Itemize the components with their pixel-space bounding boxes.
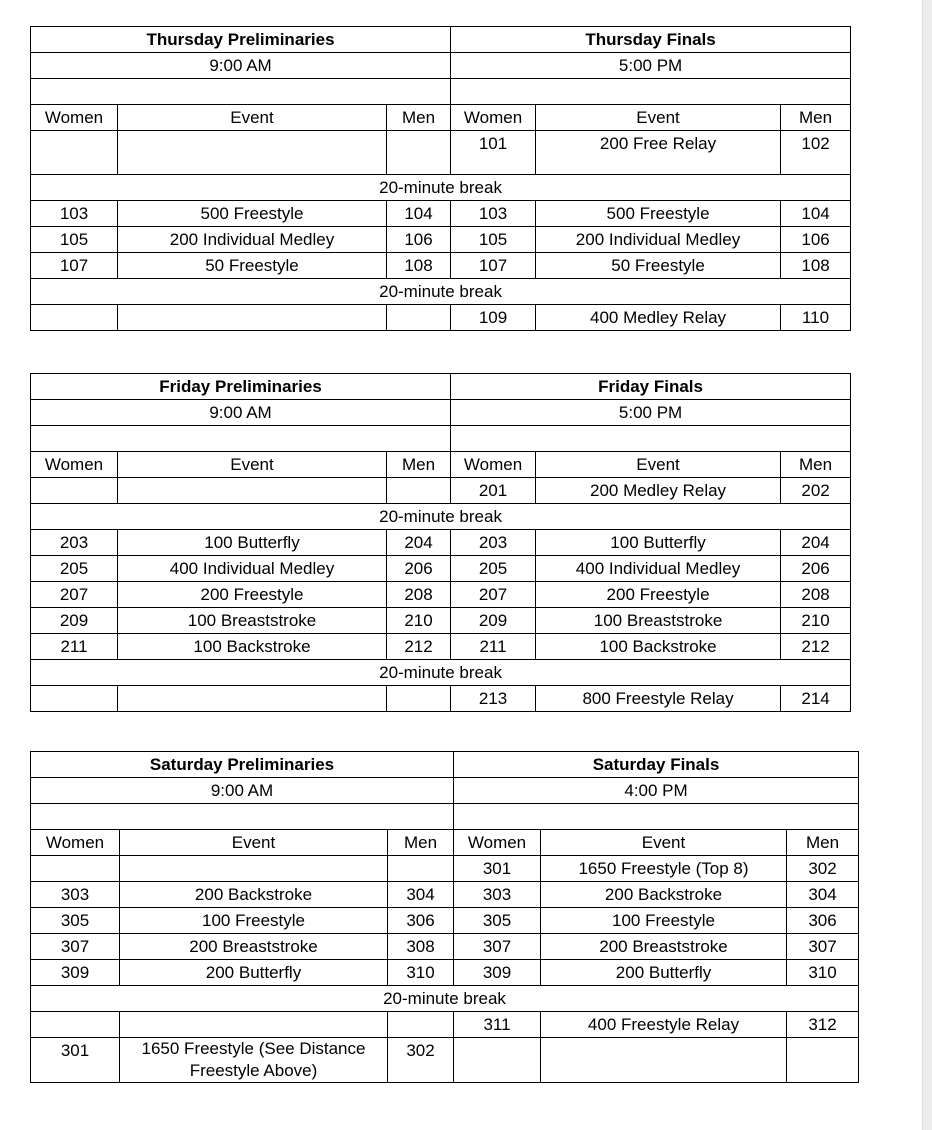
header-men: Men bbox=[388, 830, 454, 856]
prelims-event bbox=[118, 686, 387, 712]
prelims-men-number: 106 bbox=[387, 227, 451, 253]
table-row bbox=[31, 960, 859, 986]
prelims-title: Friday Preliminaries bbox=[31, 374, 451, 400]
prelims-men-number: 206 bbox=[387, 556, 451, 582]
scrollbar-track[interactable] bbox=[922, 0, 932, 1130]
break-label: 20-minute break bbox=[31, 660, 851, 686]
prelims-women-number bbox=[31, 305, 118, 331]
finals-men-number: 212 bbox=[781, 634, 851, 660]
finals-women-number: 103 bbox=[451, 201, 536, 227]
break-label: 20-minute break bbox=[31, 986, 859, 1012]
finals-event: 100 Backstroke bbox=[536, 634, 781, 660]
prelims-women-number: 211 bbox=[31, 634, 118, 660]
prelims-event: 200 Butterfly bbox=[120, 960, 388, 986]
finals-event: 1650 Freestyle (Top 8) bbox=[541, 856, 787, 882]
prelims-women-number: 309 bbox=[31, 960, 120, 986]
header-men: Men bbox=[387, 105, 451, 131]
prelims-men-number bbox=[387, 305, 451, 331]
spacer-cell bbox=[31, 79, 451, 105]
prelims-women-number: 305 bbox=[31, 908, 120, 934]
header-event: Event bbox=[541, 830, 787, 856]
prelims-event bbox=[118, 478, 387, 504]
finals-title: Friday Finals bbox=[451, 374, 851, 400]
table-row bbox=[31, 478, 851, 504]
finals-event bbox=[541, 1038, 787, 1083]
header-men: Men bbox=[781, 452, 851, 478]
finals-men-number: 214 bbox=[781, 686, 851, 712]
prelims-event: 1650 Freestyle (See Distance Freestyle Above) bbox=[120, 1038, 388, 1083]
finals-men-number: 204 bbox=[781, 530, 851, 556]
prelims-women-number: 205 bbox=[31, 556, 118, 582]
finals-women-number: 303 bbox=[454, 882, 541, 908]
table-row bbox=[31, 934, 859, 960]
header-event: Event bbox=[118, 105, 387, 131]
prelims-event: 100 Backstroke bbox=[118, 634, 387, 660]
finals-women-number: 107 bbox=[451, 253, 536, 279]
finals-men-number: 206 bbox=[781, 556, 851, 582]
table-row bbox=[31, 882, 859, 908]
finals-event: 400 Freestyle Relay bbox=[541, 1012, 787, 1038]
header-women: Women bbox=[454, 830, 541, 856]
finals-men-number: 307 bbox=[787, 934, 859, 960]
header-event: Event bbox=[120, 830, 388, 856]
finals-men-number: 312 bbox=[787, 1012, 859, 1038]
finals-event: 100 Freestyle bbox=[541, 908, 787, 934]
spacer-cell bbox=[31, 426, 451, 452]
prelims-men-number: 310 bbox=[388, 960, 454, 986]
table-row bbox=[31, 556, 851, 582]
saturday-schedule-table bbox=[30, 751, 859, 1083]
prelims-women-number: 209 bbox=[31, 608, 118, 634]
finals-time: 4:00 PM bbox=[454, 778, 859, 804]
prelims-men-number bbox=[387, 131, 451, 175]
finals-women-number: 203 bbox=[451, 530, 536, 556]
finals-event: 500 Freestyle bbox=[536, 201, 781, 227]
prelims-women-number bbox=[31, 131, 118, 175]
finals-event: 100 Breaststroke bbox=[536, 608, 781, 634]
finals-men-number: 304 bbox=[787, 882, 859, 908]
prelims-event: 100 Breaststroke bbox=[118, 608, 387, 634]
finals-event: 200 Free Relay bbox=[536, 131, 781, 175]
finals-event: 200 Freestyle bbox=[536, 582, 781, 608]
prelims-men-number: 302 bbox=[388, 1038, 454, 1083]
table-row bbox=[31, 686, 851, 712]
finals-title: Thursday Finals bbox=[451, 27, 851, 53]
prelims-women-number: 105 bbox=[31, 227, 118, 253]
finals-event: 200 Individual Medley bbox=[536, 227, 781, 253]
prelims-event: 100 Freestyle bbox=[120, 908, 388, 934]
prelims-time: 9:00 AM bbox=[31, 400, 451, 426]
prelims-women-number: 103 bbox=[31, 201, 118, 227]
prelims-time: 9:00 AM bbox=[31, 778, 454, 804]
prelims-event bbox=[120, 856, 388, 882]
finals-men-number: 104 bbox=[781, 201, 851, 227]
finals-event: 800 Freestyle Relay bbox=[536, 686, 781, 712]
prelims-women-number bbox=[31, 478, 118, 504]
prelims-women-number: 307 bbox=[31, 934, 120, 960]
finals-women-number: 213 bbox=[451, 686, 536, 712]
header-event: Event bbox=[536, 105, 781, 131]
spacer-cell bbox=[451, 426, 851, 452]
prelims-men-number: 204 bbox=[387, 530, 451, 556]
finals-event: 100 Butterfly bbox=[536, 530, 781, 556]
finals-women-number: 307 bbox=[454, 934, 541, 960]
finals-women-number: 201 bbox=[451, 478, 536, 504]
break-row bbox=[31, 660, 851, 686]
finals-women-number: 311 bbox=[454, 1012, 541, 1038]
table-row bbox=[31, 856, 859, 882]
prelims-men-number: 212 bbox=[387, 634, 451, 660]
finals-title: Saturday Finals bbox=[454, 752, 859, 778]
spacer-cell bbox=[454, 804, 859, 830]
prelims-event: 100 Butterfly bbox=[118, 530, 387, 556]
thursday-schedule-table bbox=[30, 26, 851, 331]
finals-women-number: 101 bbox=[451, 131, 536, 175]
prelims-men-number: 104 bbox=[387, 201, 451, 227]
break-row bbox=[31, 504, 851, 530]
finals-men-number: 210 bbox=[781, 608, 851, 634]
spacer-cell bbox=[31, 804, 454, 830]
finals-event: 400 Medley Relay bbox=[536, 305, 781, 331]
header-women: Women bbox=[31, 452, 118, 478]
table-row bbox=[31, 1038, 859, 1083]
table-row bbox=[31, 253, 851, 279]
table-row bbox=[31, 908, 859, 934]
finals-men-number: 106 bbox=[781, 227, 851, 253]
break-row bbox=[31, 279, 851, 305]
finals-women-number: 105 bbox=[451, 227, 536, 253]
prelims-event bbox=[118, 131, 387, 175]
prelims-men-number: 208 bbox=[387, 582, 451, 608]
finals-men-number: 102 bbox=[781, 131, 851, 175]
prelims-event: 200 Individual Medley bbox=[118, 227, 387, 253]
break-row bbox=[31, 986, 859, 1012]
prelims-women-number bbox=[31, 1012, 120, 1038]
table-row bbox=[31, 634, 851, 660]
prelims-men-number bbox=[388, 1012, 454, 1038]
table-row bbox=[31, 608, 851, 634]
header-women: Women bbox=[31, 105, 118, 131]
finals-men-number: 306 bbox=[787, 908, 859, 934]
prelims-men-number bbox=[388, 856, 454, 882]
prelims-event: 400 Individual Medley bbox=[118, 556, 387, 582]
table-row bbox=[31, 201, 851, 227]
finals-event: 200 Butterfly bbox=[541, 960, 787, 986]
break-label: 20-minute break bbox=[31, 279, 851, 305]
prelims-women-number: 303 bbox=[31, 882, 120, 908]
finals-women-number: 209 bbox=[451, 608, 536, 634]
header-women: Women bbox=[31, 830, 120, 856]
header-women: Women bbox=[451, 105, 536, 131]
finals-time: 5:00 PM bbox=[451, 53, 851, 79]
finals-event: 200 Medley Relay bbox=[536, 478, 781, 504]
finals-event: 200 Backstroke bbox=[541, 882, 787, 908]
prelims-men-number: 210 bbox=[387, 608, 451, 634]
finals-event: 400 Individual Medley bbox=[536, 556, 781, 582]
prelims-women-number: 107 bbox=[31, 253, 118, 279]
header-men: Men bbox=[781, 105, 851, 131]
prelims-women-number bbox=[31, 686, 118, 712]
prelims-event: 200 Breaststroke bbox=[120, 934, 388, 960]
finals-men-number bbox=[787, 1038, 859, 1083]
break-label: 20-minute break bbox=[31, 175, 851, 201]
spacer-cell bbox=[451, 79, 851, 105]
prelims-women-number: 301 bbox=[31, 1038, 120, 1083]
table-row bbox=[31, 305, 851, 331]
finals-men-number: 110 bbox=[781, 305, 851, 331]
finals-men-number: 310 bbox=[787, 960, 859, 986]
prelims-men-number: 306 bbox=[388, 908, 454, 934]
prelims-men-number: 304 bbox=[388, 882, 454, 908]
finals-women-number: 309 bbox=[454, 960, 541, 986]
finals-men-number: 108 bbox=[781, 253, 851, 279]
finals-men-number: 202 bbox=[781, 478, 851, 504]
finals-women-number: 301 bbox=[454, 856, 541, 882]
prelims-event: 500 Freestyle bbox=[118, 201, 387, 227]
prelims-title: Saturday Preliminaries bbox=[31, 752, 454, 778]
prelims-women-number: 203 bbox=[31, 530, 118, 556]
finals-time: 5:00 PM bbox=[451, 400, 851, 426]
finals-women-number: 205 bbox=[451, 556, 536, 582]
table-row bbox=[31, 582, 851, 608]
finals-women-number: 305 bbox=[454, 908, 541, 934]
prelims-title: Thursday Preliminaries bbox=[31, 27, 451, 53]
friday-schedule-table bbox=[30, 373, 851, 712]
finals-women-number bbox=[454, 1038, 541, 1083]
table-row bbox=[31, 131, 851, 175]
table-row bbox=[31, 530, 851, 556]
prelims-men-number bbox=[387, 478, 451, 504]
finals-event: 200 Breaststroke bbox=[541, 934, 787, 960]
prelims-women-number: 207 bbox=[31, 582, 118, 608]
prelims-men-number: 308 bbox=[388, 934, 454, 960]
finals-men-number: 302 bbox=[787, 856, 859, 882]
prelims-event: 50 Freestyle bbox=[118, 253, 387, 279]
prelims-event bbox=[118, 305, 387, 331]
finals-women-number: 207 bbox=[451, 582, 536, 608]
header-event: Event bbox=[118, 452, 387, 478]
finals-event: 50 Freestyle bbox=[536, 253, 781, 279]
prelims-event bbox=[120, 1012, 388, 1038]
prelims-time: 9:00 AM bbox=[31, 53, 451, 79]
prelims-women-number bbox=[31, 856, 120, 882]
header-men: Men bbox=[387, 452, 451, 478]
table-row bbox=[31, 1012, 859, 1038]
prelims-men-number bbox=[387, 686, 451, 712]
prelims-event: 200 Backstroke bbox=[120, 882, 388, 908]
break-row bbox=[31, 175, 851, 201]
finals-women-number: 109 bbox=[451, 305, 536, 331]
header-event: Event bbox=[536, 452, 781, 478]
prelims-men-number: 108 bbox=[387, 253, 451, 279]
prelims-event: 200 Freestyle bbox=[118, 582, 387, 608]
finals-men-number: 208 bbox=[781, 582, 851, 608]
break-label: 20-minute break bbox=[31, 504, 851, 530]
header-men: Men bbox=[787, 830, 859, 856]
finals-women-number: 211 bbox=[451, 634, 536, 660]
header-women: Women bbox=[451, 452, 536, 478]
table-row bbox=[31, 227, 851, 253]
